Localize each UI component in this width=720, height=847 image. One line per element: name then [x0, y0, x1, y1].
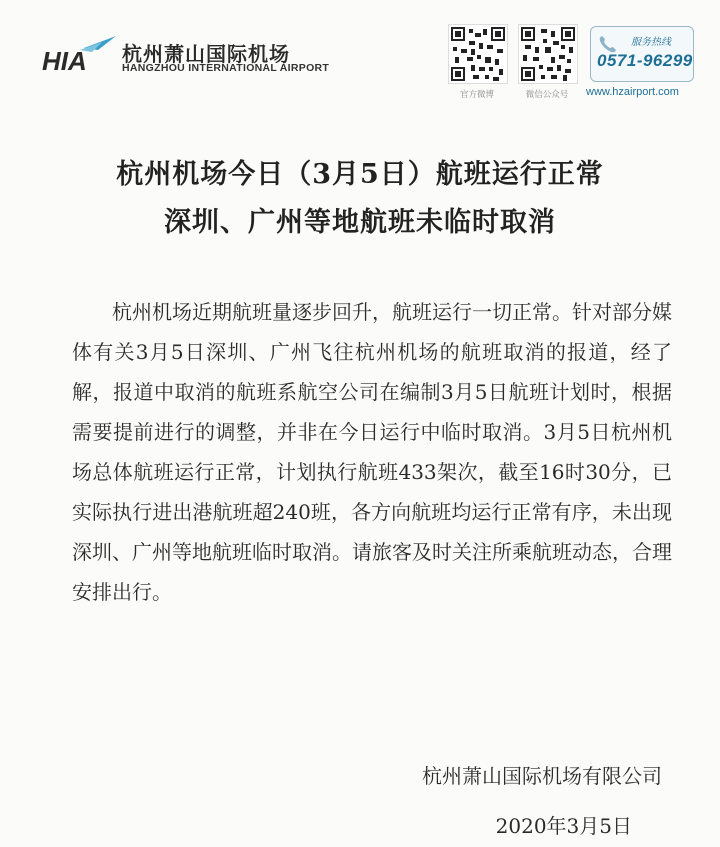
qr-code-wechat-icon: [518, 24, 578, 84]
headline-line-1: 杭州机场今日（3月5日）航班运行正常: [116, 159, 604, 190]
hotline-number: 0571-96299: [597, 51, 693, 70]
website-url: www.hzairport.com: [586, 86, 679, 98]
hotline-label: 服务热线: [631, 37, 671, 48]
service-hotline-box: [590, 26, 694, 82]
notice-body: [72, 292, 672, 612]
logo-letters: HIA: [42, 46, 87, 74]
qr-weibo-label: 官方微博: [459, 90, 494, 100]
airport-logo-icon: [40, 34, 118, 74]
body-paragraph: 杭州机场近期航班量逐步回升，航班运行一切正常。针对部分媒体有关3月5日深圳、广州飞往杭州机场的航班取消的报道，经了解，报道中取消的航班系航空公司在编制3月5日航班计划时，根据需要提前进行的调整，并非在今日运行中临时取消。3月5日杭州机场总体航班运行正常，计划执行航班433架次，截至16时30分，已实际执行进出港航班超240班，各方向航班均运行正常有序，未出现深圳、广州等地航班临时取消。请旅客及时关注所乘航班动态，合理安排出行。: [72, 300, 672, 604]
letterhead: [0, 0, 720, 110]
signature-organization: 杭州萧山国际机场有限公司: [422, 764, 662, 788]
qr-code-weibo-icon: [448, 24, 508, 84]
airport-name-cn: 杭州萧山国际机场: [122, 42, 290, 66]
airport-name-en: HANGZHOU INTERNATIONAL AIRPORT: [122, 62, 330, 74]
qr-wechat-label: 微信公众号: [525, 90, 569, 100]
headline-line-2: 深圳、广州等地航班未临时取消: [164, 207, 556, 238]
signature-date: 2020年3月5日: [495, 814, 632, 838]
